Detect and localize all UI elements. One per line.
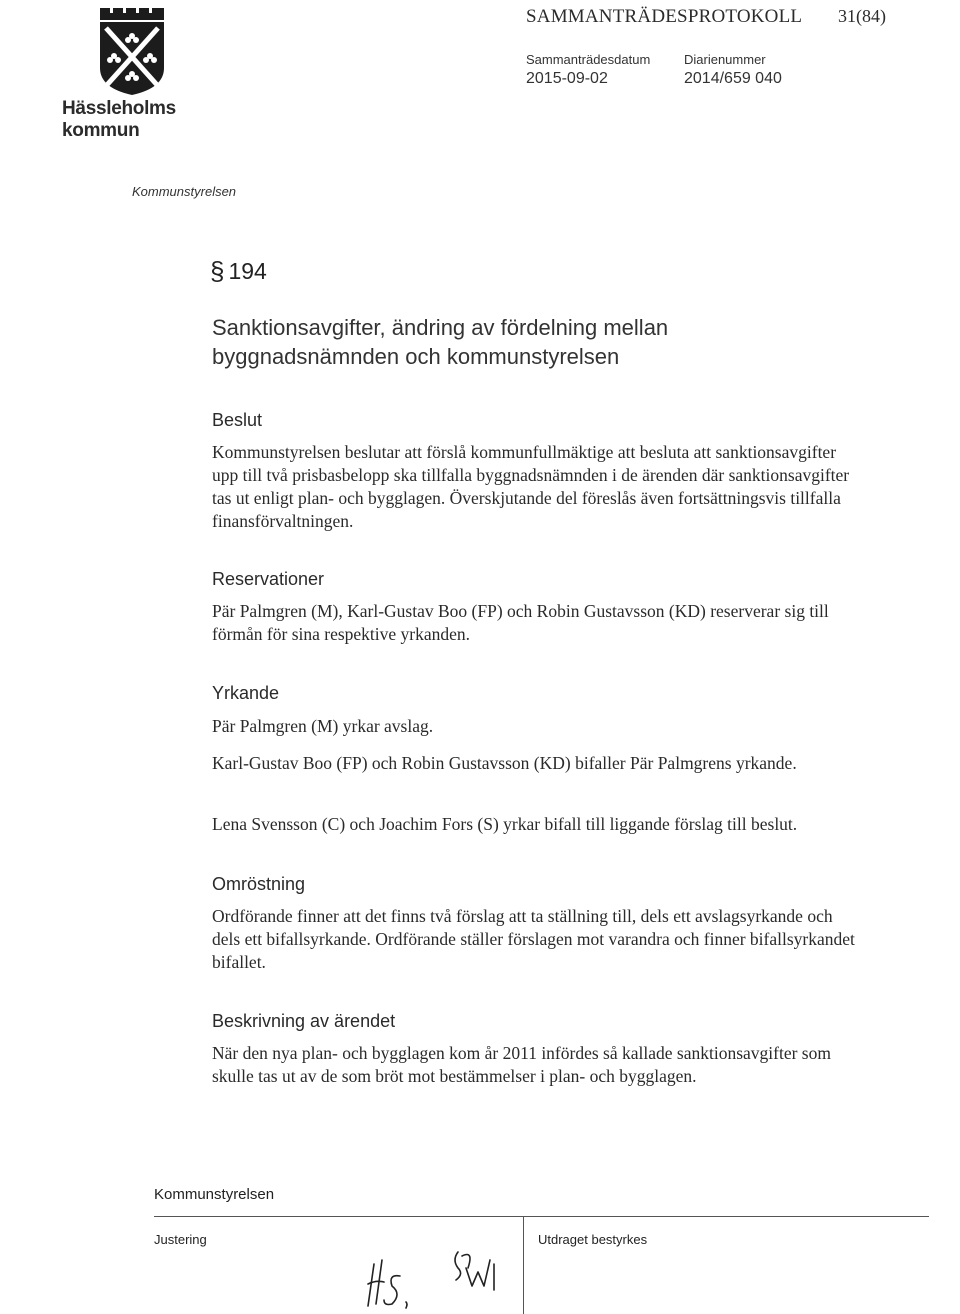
voting-heading: Omröstning	[212, 874, 306, 894]
footer-committee-name: Kommunstyrelsen	[154, 1186, 275, 1203]
footer-column-divider	[523, 1216, 524, 1314]
reservations-text: Pär Palmgren (M), Karl-Gustav Boo (FP) och Robin Gustavsson (KD) reserverar sig till förmån för sina respektive yrkanden.	[212, 601, 829, 644]
voting-text: Ordförande finner att det finns två förslag att ta ställning till, dels ett avslagsyrkande och dels ett bifallsyrkande. Ordförande ställer förslagen mot varandra och finner bifallsyrkandet bifallet.	[212, 906, 855, 972]
motion-paragraph: Karl-Gustav Boo (FP) och Robin Gustavsson (KD) bifaller Pär Palmgrens yrkande.	[212, 753, 797, 773]
section-sign-icon: §	[210, 256, 225, 286]
motion-paragraph: Lena Svensson (C) och Joachim Fors (S) yrkar bifall till liggande förslag till beslut.	[212, 814, 798, 834]
document-type: SAMMANTRÄDESPROTOKOLL	[526, 6, 803, 27]
motions-heading: Yrkande	[212, 683, 280, 703]
description-heading: Beskrivning av ärendet	[212, 1011, 396, 1031]
motion-paragraph: Pär Palmgren (M) yrkar avslag.	[212, 716, 434, 736]
municipality-name: Hässleholms kommun	[62, 98, 176, 141]
meeting-date: 2015-09-02	[526, 70, 608, 87]
section-number	[210, 256, 267, 287]
section-number-value: 194	[228, 258, 267, 284]
handwritten-initials-signature	[362, 1246, 522, 1310]
committee-name: Kommunstyrelsen	[132, 184, 237, 199]
reservations-heading: Reservationer	[212, 569, 325, 589]
diary-number-label: Diarienummer	[684, 52, 766, 67]
decision-heading: Beslut	[212, 410, 263, 430]
section-title: Sanktionsavgifter, ändring av fördelning mellan byggnadsnämnden och kommunstyrelsen	[212, 315, 669, 369]
decision-text: Kommunstyrelsen beslutar att förslå kommunfullmäktige att besluta att sanktionsavgifter upp till två prisbasbelopp ska tillfalla byggnadsnämnden i de ärenden där sanktionsavgifter tas ut enligt plan- och bygglagen. Överskjutande del föreslås även fortsättningsvis tillfalla finansförvaltningen.	[212, 442, 850, 531]
diary-number: 2014/659 040	[684, 70, 782, 87]
municipal-coat-of-arms-logo	[98, 6, 166, 96]
extract-certified-label: Utdraget bestyrkes	[538, 1232, 648, 1247]
verification-label: Justering	[154, 1232, 207, 1247]
footer-divider	[154, 1216, 929, 1217]
page-number: 31(84)	[838, 6, 886, 26]
description-text: När den nya plan- och bygglagen kom år 2011 infördes så kallade sanktionsavgifter som skulle tas ut av de som bröt mot bestämmelser i plan- och bygglagen.	[212, 1043, 831, 1086]
meeting-date-label: Sammanträdesdatum	[526, 52, 651, 67]
